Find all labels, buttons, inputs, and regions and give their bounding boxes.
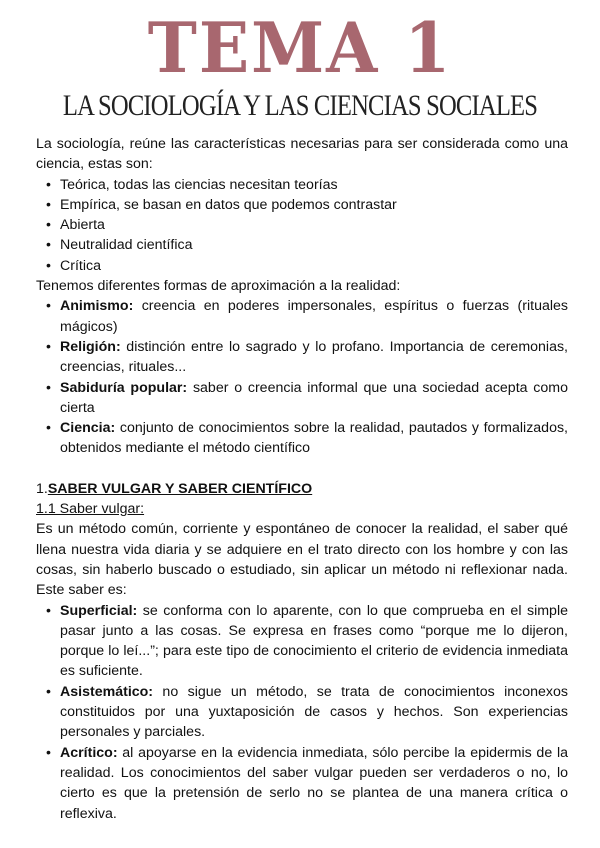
subsection-heading: 1.1 Saber vulgar: bbox=[36, 501, 145, 518]
list-item: • Abierta bbox=[60, 215, 568, 235]
document-body bbox=[36, 134, 568, 824]
list-item: • Teórica, todas las ciencias necesitan teorías bbox=[60, 175, 568, 195]
page-subtitle: LA SOCIOLOGÍA Y LAS CIENCIAS SOCIALES bbox=[62, 89, 538, 122]
definition: creencia en poderes impersonales, espíritus o fuerzas (rituales mágicos) bbox=[60, 298, 568, 335]
term: Religión: bbox=[60, 338, 121, 355]
list-item: • Neutralidad científica bbox=[60, 235, 568, 255]
list-item bbox=[60, 682, 568, 743]
definition: al apoyarse en la evidencia inmediata, sólo percibe la epidermis de la realidad. Los conocimientos del saber vulgar pueden ser verdaderos o no, lo cierto es que la pretensión de serlo no se plantea de una manera crítica o reflexiva. bbox=[60, 744, 568, 822]
term: Sabiduría popular: bbox=[60, 379, 188, 396]
characteristics-list bbox=[36, 175, 568, 276]
definition: distinción entre lo sagrado y lo profano. Importancia de ceremonias, creencias, rituales... bbox=[60, 338, 568, 376]
intro-paragraph: La sociología, reúne las características necesarias para ser considerada como una ciencia, estas son: bbox=[36, 136, 568, 173]
definition: saber o creencia informal que una sociedad acepta como cierta bbox=[60, 379, 568, 416]
list-item bbox=[60, 296, 568, 337]
list-item: • Crítica bbox=[60, 256, 568, 276]
term: Animismo: bbox=[60, 298, 134, 315]
list-item bbox=[60, 337, 568, 378]
vulgar-intro: Es un método común, corriente y espontáneo de conocer la realidad, el saber qué llena nuestra vida diaria y se adquiere en el trato directo con los hombre y con las cosas, sin haberlo buscado o estudiado, sin aplicar un método ni reflexionar nada. Este saber es: bbox=[36, 521, 568, 599]
vulgar-traits-list bbox=[36, 601, 568, 824]
term: Ciencia: bbox=[60, 420, 116, 437]
spacer bbox=[36, 459, 568, 479]
definition: conjunto de conocimientos sobre la realidad, pautados y formalizados, obtenidos mediante el método científico bbox=[60, 420, 568, 457]
definition: no sigue un método, se trata de conocimientos inconexos constituidos por una yuxtaposición de casos y hechos. Son experiencias personales y parciales. bbox=[60, 683, 568, 741]
approaches-intro: Tenemos diferentes formas de aproximación a la realidad: bbox=[36, 278, 401, 295]
list-item bbox=[60, 418, 568, 459]
list-item bbox=[60, 378, 568, 419]
section-number: 1. bbox=[36, 480, 48, 497]
section-heading bbox=[36, 479, 568, 499]
term: Superficial: bbox=[60, 602, 138, 619]
approaches-list bbox=[36, 296, 568, 458]
term: Asistemático: bbox=[60, 683, 154, 700]
page-title: TEMA 1 bbox=[147, 7, 453, 89]
section-title: SABER VULGAR Y SABER CIENTÍFICO bbox=[47, 480, 313, 497]
list-item: • Empírica, se basan en datos que podemos contrastar bbox=[60, 195, 568, 215]
list-item bbox=[60, 743, 568, 824]
definition: se conforma con lo aparente, con lo que comprueba en el simple pasar junto a las cosas. Se expresa en frases como “porque me lo dijeron, porque lo leí...”; para este tipo de conocimiento el criterio de evidencia inmediata es suficiente. bbox=[60, 602, 568, 680]
term: Acrítico: bbox=[60, 744, 118, 761]
list-item bbox=[60, 601, 568, 682]
